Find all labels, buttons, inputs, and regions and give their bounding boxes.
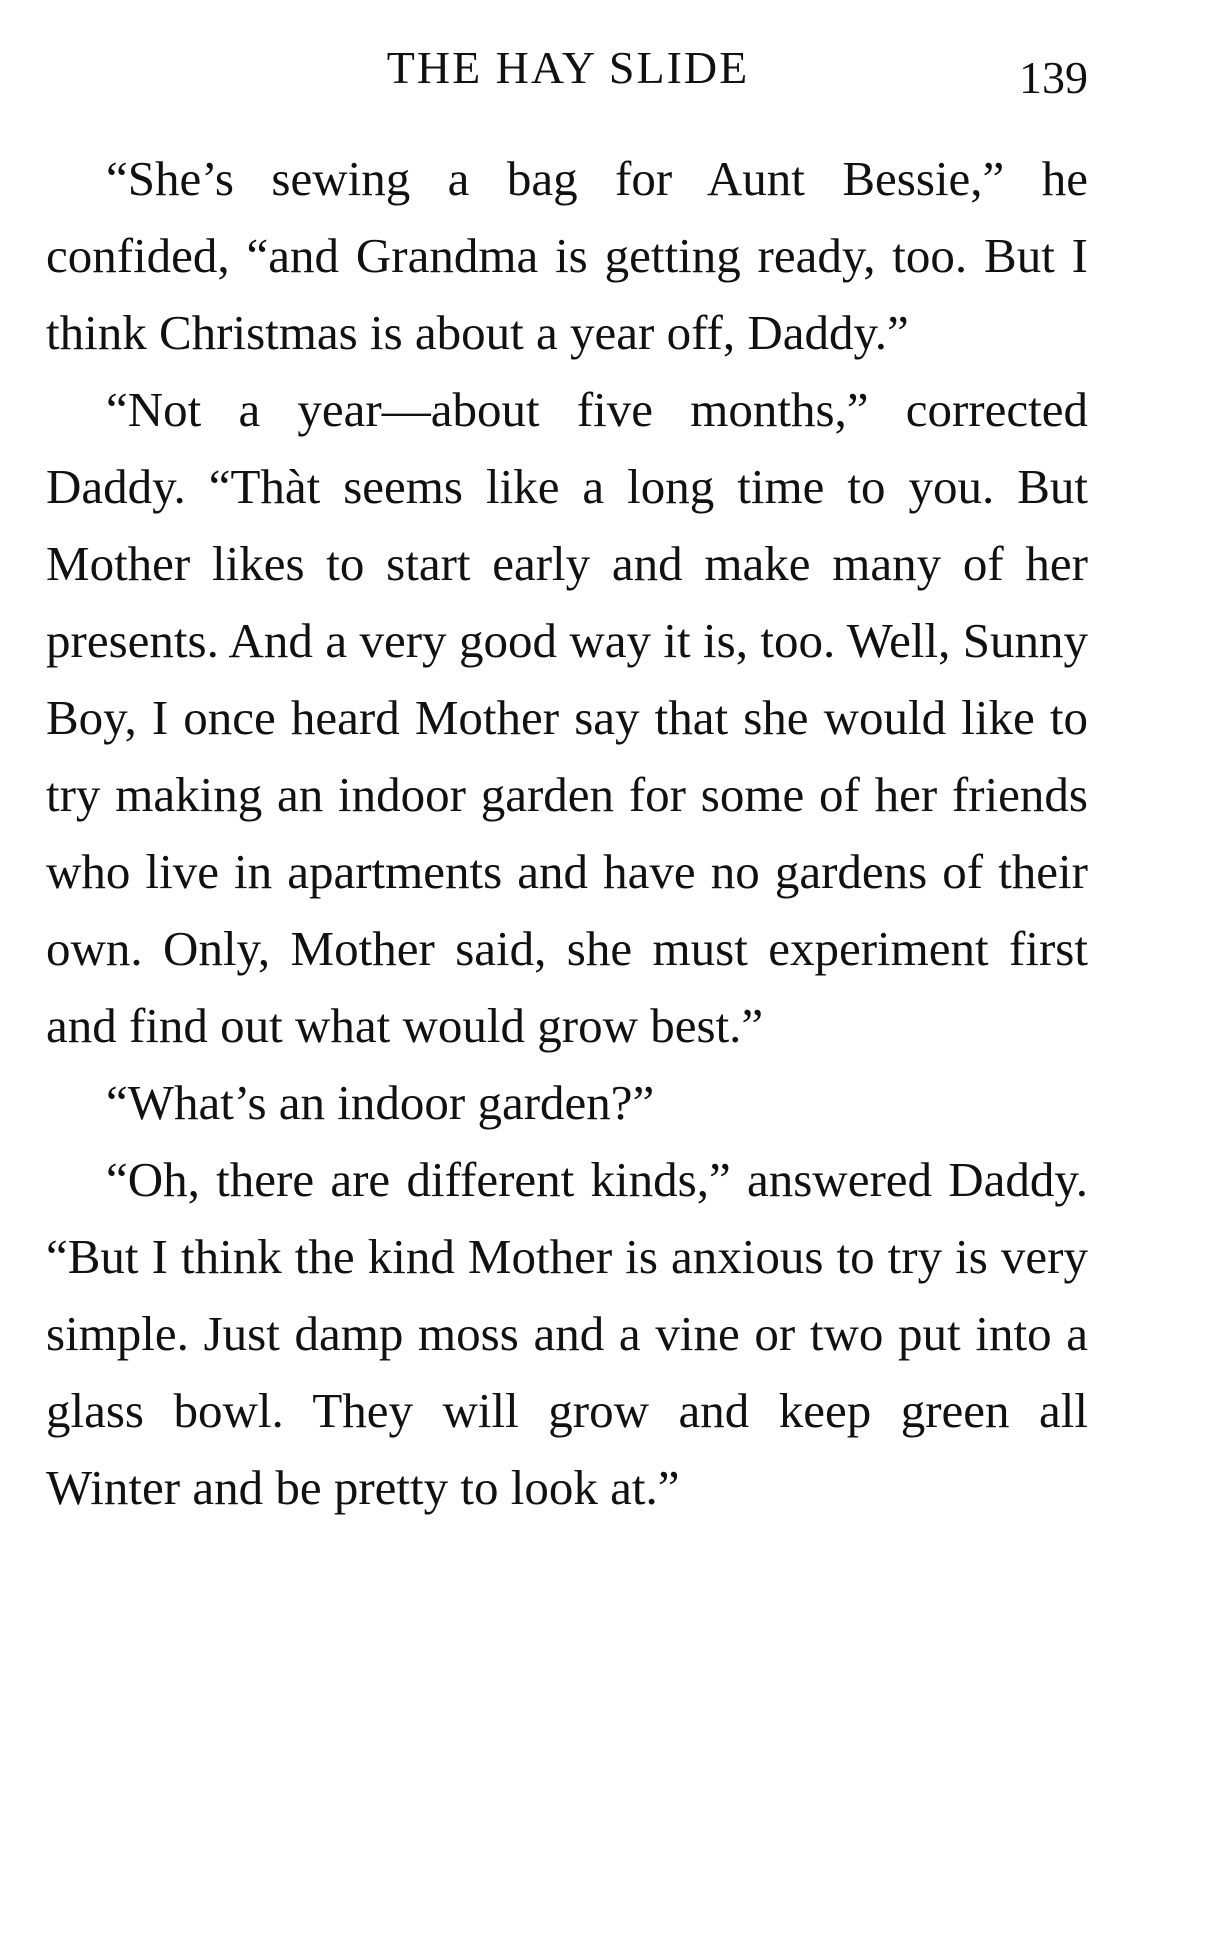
chapter-title: THE HAY SLIDE [386, 42, 750, 93]
body-text [46, 140, 1088, 1526]
paragraph: “Not a year—about five months,” corrected Daddy. “Thàt seems like a long time to you. But Mother likes to start early and make many of her presents. And a very good way it is, too. Well, Sunny Boy, I once heard Mother say that she would like to try making an indoor garden for some of her friends who live in apartments and have no gardens of their own. Only, Mother said, she must experiment first and find out what would grow best.” [46, 382, 1088, 1053]
paragraph: “Oh, there are different kinds,” answered Daddy. “But I think the kind Mother is anxious to try is very simple. Just damp moss and a vine or two put into a glass bowl. They will grow and keep green all Winter and be pretty to look at.” [46, 1152, 1088, 1515]
page-number: 139 [1019, 52, 1088, 103]
paragraph: “She’s sewing a bag for Aunt Bessie,” he confided, “and Grandma is getting ready, too. But I think Christmas is about a year off, Daddy.” [46, 151, 1088, 360]
paragraph: “What’s an indoor garden?” [106, 1075, 655, 1130]
running-head [48, 32, 1088, 102]
